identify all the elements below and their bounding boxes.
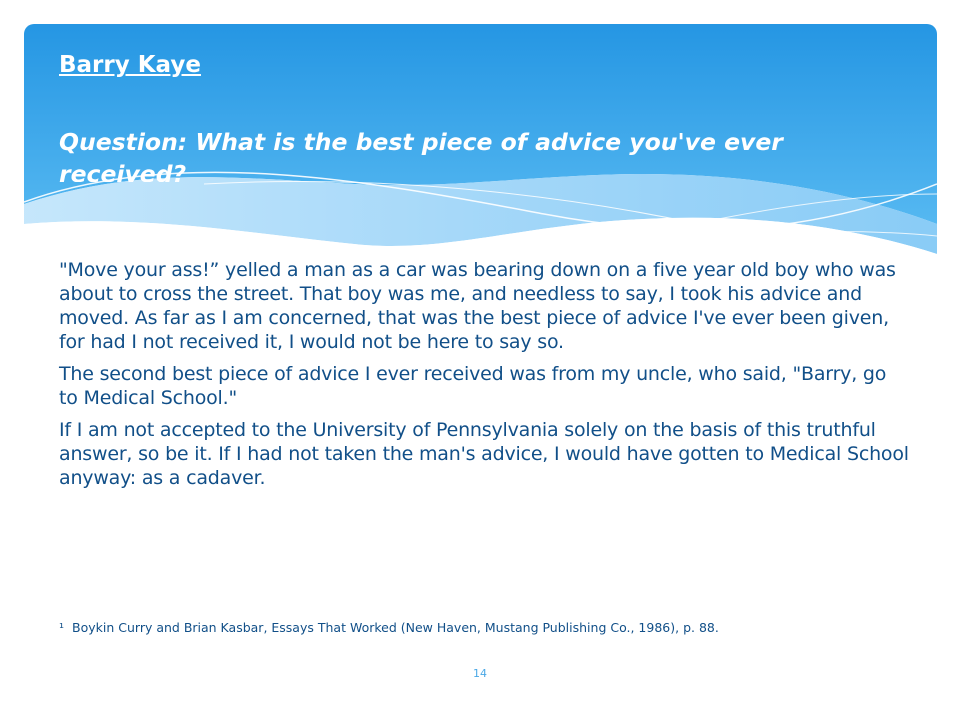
paragraph-2: The second best piece of advice I ever received was from my uncle, who said, "Barry, go to Medical School." xyxy=(59,363,887,409)
page-number: 14 xyxy=(473,667,487,680)
footnote-marker: ¹ xyxy=(59,620,65,635)
question-line-2: received? xyxy=(59,160,187,182)
footnote xyxy=(59,620,919,635)
paragraph-1: "Move your ass!” yelled a man as a car was bearing down on a five year old boy who was about to cross the street. That boy was me, and needless to say, I took his advice and moved. As far as I am concerned, that was the best piece of advice I've ever been given, for had I not received it, I would not be here to say so. xyxy=(59,259,896,353)
footnote-text: Boykin Curry and Brian Kasbar, Essays That Worked (New Haven, Mustang Publishing Co., 1986), p. 88. xyxy=(72,620,719,635)
paragraph-3: If I am not accepted to the University of Pennsylvania solely on the basis of this truthful answer, so be it. If I had not taken the man's advice, I would have gotten to Medical School anyway: as a cadaver. xyxy=(59,419,909,489)
question-line-1: Question: What is the best piece of advice you've ever xyxy=(59,128,783,156)
essay-body xyxy=(59,258,909,498)
presenter-name: Barry Kaye xyxy=(59,52,201,78)
